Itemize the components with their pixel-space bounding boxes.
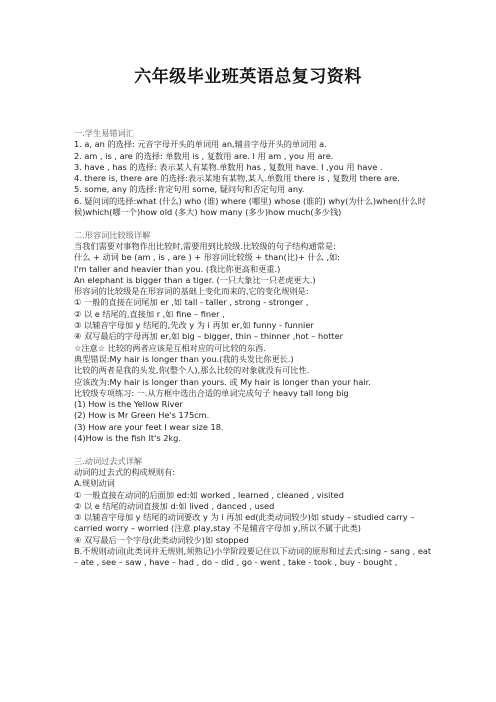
text-line: ④ 双写最后的字母再加 er,如 big – bigger, thin – thinner ,hot – hotter	[74, 331, 344, 342]
text-line: 2. am , is , are 的选择: 单数用 is , 复数用 are. I 用 am , you 用 are.	[74, 150, 334, 161]
text-line: 当我们需要对事物作出比较时,需要用到比较级.比较级的句子结构通常是:	[74, 240, 336, 251]
text-line: 应该改为:My hair is longer than yours. 或 My hair is longer than your hair.	[74, 376, 371, 387]
section	[74, 230, 434, 445]
text-line: 比较级专项练习: 一.从方框中选出合适的单词完成句子 heavy tall long big	[74, 387, 349, 398]
text-line: (3) How are your feet I wear size 18.	[74, 421, 224, 432]
text-line: 典型错误:My hair is longer than you.(我的头发比你更长.)	[74, 353, 294, 364]
text-line: (4)How is the fish It's 2kg.	[74, 433, 181, 444]
text-line: ② 以 e 结尾的,直接加 r ,如 fine – finer ,	[74, 308, 225, 319]
text-line: (1) How is the Yellow River	[74, 399, 183, 410]
section	[74, 456, 434, 569]
page-title: 六年级毕业班英语总复习资料	[134, 67, 362, 87]
text-line: An elephant is bigger than a tiger. (一只大象比一只老虎更大.)	[74, 274, 316, 285]
text-line: 6. 疑问词的选择:what (什么) who (谁) where (哪里) whose (谁的) why(为什么)when(什么时候)which(哪一个)how old (多大) how many (多少)how much(多少钱)	[74, 195, 426, 218]
text-line: 动词的过去式的构成规则有:	[74, 466, 176, 477]
text-line: 什么 + 动词 be (am , is , are ) + 形容词比较级 + than(比)+ 什么 ,如:	[74, 252, 341, 263]
section-heading: 三.动词过去式详解	[74, 455, 143, 466]
text-line: 5. some, any 的选择:肯定句用 some, 疑问句和否定句用 any.	[74, 184, 305, 195]
document-body	[74, 128, 434, 580]
text-line: 1. a, an 的选择: 元音字母开头的单词用 an,辅音字母开头的单词用 a.	[74, 139, 327, 150]
section-heading: 二.形容词比较级详解	[74, 229, 151, 240]
text-line: 4. there is, there are 的选择:表示某地有某物,某人.单数用 there is , 复数用 there are.	[74, 173, 400, 184]
section-heading: 一.学生易错词汇	[74, 128, 134, 138]
text-line: B.不规则动词(此类词并无规则,须熟记)小学阶段要记住以下动词的原形和过去式:sing – sang , eat – ate , see – saw , have – had , do – did , go - went , take - took , buy - bought ,	[74, 545, 432, 568]
text-line: ① 一般直接在动词的后面加 ed:如 worked , learned , cleaned , visited	[74, 489, 344, 500]
text-line: ③ 以辅音字母加 y 结尾的,先改 y 为 i 再加 er,如 funny - funnier	[74, 320, 314, 331]
text-line: 3. have , has 的选择: 表示某人有某物.单数用 has , 复数用 have. I ,you 用 have .	[74, 161, 383, 172]
text-line: ③ 以辅音字母加 y 结尾的动词要改 y 为 i 再加 ed(此类动词较少)如 study – studied carry – carried worry – worried (注意 play,stay 不是辅音字母加 y,所以不属于此类)	[74, 512, 415, 534]
text-line: (2) How is Mr Green He's 175cm.	[74, 410, 210, 421]
text-line: I'm taller and heavier than you. (我比你更高和更重.)	[74, 263, 281, 274]
text-line: 比较的两者是我的头发,你(整个人),那么比较的对象就没有可比性.	[74, 365, 310, 376]
text-line: ① 一般的直接在词尾加 er ,如 tall - taller , strong - stronger ,	[74, 297, 309, 308]
text-line: ☆注意☆ 比较的两者应该是互相对应的可比较的东西.	[74, 342, 266, 353]
text-line: A.规则动词	[74, 478, 115, 489]
section	[74, 128, 434, 218]
text-line: ② 以 e 结尾的动词直接加 d:如 lived , danced , used	[74, 500, 275, 511]
text-line: ④ 双写最后一个字母(此类动词较少)如 stopped	[74, 534, 249, 545]
text-line: 形容词的比较级是在形容词的基础上变化而来的,它的变化规则是:	[74, 286, 309, 297]
